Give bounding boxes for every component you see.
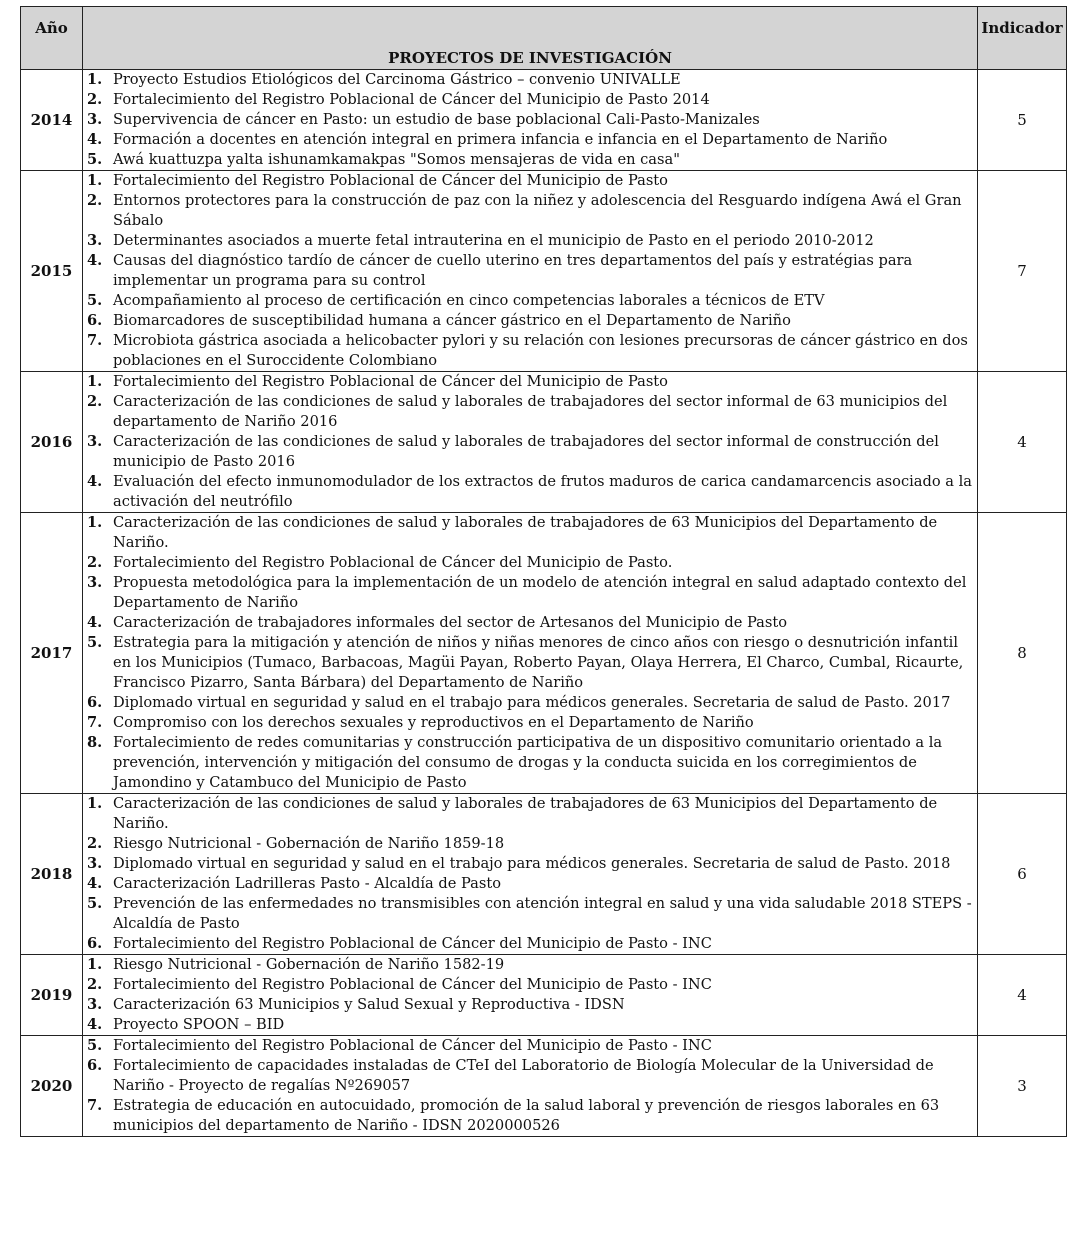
- project-title: Caracterización Ladrilleras Pasto - Alcaldía de Pasto: [113, 875, 502, 892]
- project-title: Microbiota gástrica asociada a helicobacter pylori y su relación con lesiones precursoras de cáncer gástrico en dos poblaciones en el Suroccidente Colombiano: [113, 332, 968, 369]
- table-row: [21, 70, 1067, 171]
- project-item: [87, 854, 977, 874]
- year-cell: 2016: [21, 372, 83, 513]
- project-title: Evaluación del efecto inmunomodulador de los extractos de frutos maduros de carica candamarcencis asociado a la activación del neutrófilo: [113, 473, 972, 510]
- table-row: [21, 513, 1067, 794]
- project-number: 3.: [87, 111, 103, 128]
- project-item: [87, 231, 977, 251]
- project-item: [87, 874, 977, 894]
- project-title: Estrategia para la mitigación y atención de niños y niñas menores de cinco años con riesgo o desnutrición infantil en los Municipios (Tumaco, Barbacoas, Magüi Payan, Roberto Payan, Olaya Herrera, El Charco, Cumbal, Ricaurte, Francisco Pizarro, Santa Bárbara) del Departamento de Nariño: [113, 634, 964, 691]
- project-item: [87, 1015, 977, 1035]
- project-number: 2.: [87, 192, 103, 209]
- projects-cell: [83, 1036, 978, 1137]
- project-item: [87, 995, 977, 1015]
- project-number: 3.: [87, 232, 103, 249]
- project-item: [87, 331, 977, 371]
- project-title: Fortalecimiento del Registro Poblacional de Cáncer del Municipio de Pasto 2014: [113, 91, 710, 108]
- table-body: [21, 70, 1067, 1137]
- projects-cell: [83, 171, 978, 372]
- project-item: [87, 1056, 977, 1096]
- project-number: 6.: [87, 935, 103, 952]
- projects-cell: [83, 372, 978, 513]
- project-number: 2.: [87, 393, 103, 410]
- project-item: [87, 613, 977, 633]
- project-title: Compromiso con los derechos sexuales y reproductivos en el Departamento de Nariño: [113, 714, 754, 731]
- project-list: [87, 1036, 977, 1136]
- project-number: 3.: [87, 433, 103, 450]
- project-number: 1.: [87, 172, 103, 189]
- project-item: [87, 513, 977, 553]
- project-number: 4.: [87, 473, 103, 490]
- project-list: [87, 794, 977, 954]
- table-row: [21, 372, 1067, 513]
- project-title: Caracterización de las condiciones de salud y laborales de trabajadores de 63 Municipios del Departamento de Nariño.: [113, 795, 938, 832]
- project-list: [87, 372, 977, 512]
- project-number: 6.: [87, 312, 103, 329]
- projects-cell: [83, 70, 978, 171]
- project-item: [87, 392, 977, 432]
- project-item: [87, 955, 977, 975]
- project-item: [87, 633, 977, 693]
- project-title: Awá kuattuzpa yalta ishunamkamakpas "Somos mensajeras de vida en casa": [113, 151, 680, 168]
- project-list: [87, 171, 977, 371]
- indicator-cell: 6: [978, 794, 1067, 955]
- project-number: 4.: [87, 875, 103, 892]
- year-cell: 2019: [21, 955, 83, 1036]
- project-title: Diplomado virtual en seguridad y salud en el trabajo para médicos generales. Secretaria de salud de Pasto. 2018: [113, 855, 951, 872]
- project-number: 1.: [87, 956, 103, 973]
- project-item: [87, 553, 977, 573]
- project-title: Caracterización de trabajadores informales del sector de Artesanos del Municipio de Pasto: [113, 614, 787, 631]
- project-item: [87, 894, 977, 934]
- project-list: [87, 70, 977, 170]
- table-header-row: [21, 7, 1067, 70]
- project-number: 5.: [87, 151, 103, 168]
- project-title: Fortalecimiento del Registro Poblacional de Cáncer del Municipio de Pasto - INC: [113, 976, 712, 993]
- project-item: [87, 934, 977, 954]
- project-number: 2.: [87, 554, 103, 571]
- project-title: Fortalecimiento del Registro Poblacional de Cáncer del Municipio de Pasto - INC: [113, 1037, 712, 1054]
- project-number: 4.: [87, 131, 103, 148]
- table-row: [21, 171, 1067, 372]
- project-item: [87, 573, 977, 613]
- project-item: [87, 311, 977, 331]
- project-title: Propuesta metodológica para la implementación de un modelo de atención integral en salud adaptado contexto del Departamento de Nariño: [113, 574, 967, 611]
- project-item: [87, 733, 977, 793]
- project-number: 3.: [87, 855, 103, 872]
- project-number: 3.: [87, 996, 103, 1013]
- project-number: 8.: [87, 734, 103, 751]
- project-item: [87, 693, 977, 713]
- project-number: 3.: [87, 574, 103, 591]
- project-number: 5.: [87, 1037, 103, 1054]
- table-row: [21, 794, 1067, 955]
- indicator-cell: 3: [978, 1036, 1067, 1137]
- project-number: 4.: [87, 1016, 103, 1033]
- project-title: Fortalecimiento del Registro Poblacional de Cáncer del Municipio de Pasto: [113, 172, 668, 189]
- project-title: Riesgo Nutricional - Gobernación de Nariño 1582-19: [113, 956, 505, 973]
- indicator-cell: 4: [978, 955, 1067, 1036]
- project-item: [87, 1036, 977, 1056]
- project-item: [87, 713, 977, 733]
- project-title: Determinantes asociados a muerte fetal intrauterina en el municipio de Pasto en el periodo 2010-2012: [113, 232, 874, 249]
- project-number: 5.: [87, 292, 103, 309]
- project-item: [87, 191, 977, 231]
- project-item: [87, 975, 977, 995]
- projects-cell: [83, 955, 978, 1036]
- project-number: 2.: [87, 91, 103, 108]
- project-item: [87, 794, 977, 834]
- indicator-cell: 7: [978, 171, 1067, 372]
- project-title: Fortalecimiento de capacidades instaladas de CTeI del Laboratorio de Biología Molecular de la Universidad de Nariño - Proyecto de regalías Nº269057: [113, 1057, 934, 1094]
- project-item: [87, 432, 977, 472]
- project-item: [87, 834, 977, 854]
- project-item: [87, 70, 977, 90]
- indicator-cell: 4: [978, 372, 1067, 513]
- project-title: Fortalecimiento de redes comunitarias y construcción participativa de un dispositivo comunitario orientado a la prevención, intervención y mitigación del consumo de drogas y la conducta suicida en los corregimientos de Jamondino y Catambuco del Municipio de Pasto: [113, 734, 943, 791]
- year-cell: 2014: [21, 70, 83, 171]
- project-number: 7.: [87, 1097, 103, 1114]
- year-cell: 2015: [21, 171, 83, 372]
- project-title: Acompañamiento al proceso de certificación en cinco competencias laborales a técnicos de ETV: [113, 292, 825, 309]
- research-projects-document: [20, 6, 1066, 1137]
- project-title: Riesgo Nutricional - Gobernación de Nariño 1859-18: [113, 835, 505, 852]
- project-number: 7.: [87, 332, 103, 349]
- project-number: 2.: [87, 835, 103, 852]
- project-title: Caracterización de las condiciones de salud y laborales de trabajadores del sector informal de construcción del municipio de Pasto 2016: [113, 433, 939, 470]
- project-item: [87, 110, 977, 130]
- project-title: Fortalecimiento del Registro Poblacional de Cáncer del Municipio de Pasto - INC: [113, 935, 712, 952]
- project-title: Prevención de las enfermedades no transmisibles con atención integral en salud y una vida saludable 2018 STEPS - Alcaldía de Pasto: [113, 895, 972, 932]
- project-item: [87, 291, 977, 311]
- header-projects: PROYECTOS DE INVESTIGACIÓN: [83, 7, 978, 70]
- project-list: [87, 513, 977, 793]
- year-cell: 2020: [21, 1036, 83, 1137]
- project-item: [87, 372, 977, 392]
- project-title: Caracterización 63 Municipios y Salud Sexual y Reproductiva - IDSN: [113, 996, 625, 1013]
- project-title: Proyecto SPOON – BID: [113, 1016, 285, 1033]
- project-number: 6.: [87, 694, 103, 711]
- project-number: 1.: [87, 795, 103, 812]
- header-year: Año: [21, 7, 83, 70]
- header-indicator: Indicador: [978, 7, 1067, 70]
- table-row: [21, 955, 1067, 1036]
- project-number: 5.: [87, 895, 103, 912]
- project-item: [87, 472, 977, 512]
- projects-cell: [83, 513, 978, 794]
- project-title: Entornos protectores para la construcción de paz con la niñez y adolescencia del Resguardo indígena Awá el Gran Sábalo: [113, 192, 962, 229]
- project-number: 4.: [87, 614, 103, 631]
- project-number: 1.: [87, 373, 103, 390]
- project-title: Proyecto Estudios Etiológicos del Carcinoma Gástrico – convenio UNIVALLE: [113, 71, 681, 88]
- year-cell: 2017: [21, 513, 83, 794]
- project-title: Caracterización de las condiciones de salud y laborales de trabajadores del sector informal de 63 municipios del departamento de Nariño 2016: [113, 393, 948, 430]
- project-number: 1.: [87, 71, 103, 88]
- project-title: Supervivencia de cáncer en Pasto: un estudio de base poblacional Cali-Pasto-Manizales: [113, 111, 760, 128]
- projects-table: [20, 6, 1067, 1137]
- project-list: [87, 955, 977, 1035]
- project-number: 5.: [87, 634, 103, 651]
- project-title: Fortalecimiento del Registro Poblacional de Cáncer del Municipio de Pasto.: [113, 554, 673, 571]
- table-row: [21, 1036, 1067, 1137]
- project-item: [87, 130, 977, 150]
- project-item: [87, 171, 977, 191]
- project-item: [87, 150, 977, 170]
- project-title: Causas del diagnóstico tardío de cáncer de cuello uterino en tres departamentos del país y estratégias para implementar un programa para su control: [113, 252, 913, 289]
- year-cell: 2018: [21, 794, 83, 955]
- indicator-cell: 5: [978, 70, 1067, 171]
- project-title: Diplomado virtual en seguridad y salud en el trabajo para médicos generales. Secretaria de salud de Pasto. 2017: [113, 694, 951, 711]
- project-number: 7.: [87, 714, 103, 731]
- project-item: [87, 90, 977, 110]
- project-title: Fortalecimiento del Registro Poblacional de Cáncer del Municipio de Pasto: [113, 373, 668, 390]
- project-item: [87, 251, 977, 291]
- project-title: Estrategia de educación en autocuidado, promoción de la salud laboral y prevención de riesgos laborales en 63 municipios del departamento de Nariño - IDSN 2020000526: [113, 1097, 940, 1134]
- project-number: 6.: [87, 1057, 103, 1074]
- project-number: 1.: [87, 514, 103, 531]
- project-title: Biomarcadores de susceptibilidad humana a cáncer gástrico en el Departamento de Nariño: [113, 312, 791, 329]
- project-number: 2.: [87, 976, 103, 993]
- project-title: Formación a docentes en atención integral en primera infancia e infancia en el Departamento de Nariño: [113, 131, 888, 148]
- project-item: [87, 1096, 977, 1136]
- indicator-cell: 8: [978, 513, 1067, 794]
- project-title: Caracterización de las condiciones de salud y laborales de trabajadores de 63 Municipios del Departamento de Nariño.: [113, 514, 938, 551]
- project-number: 4.: [87, 252, 103, 269]
- projects-cell: [83, 794, 978, 955]
